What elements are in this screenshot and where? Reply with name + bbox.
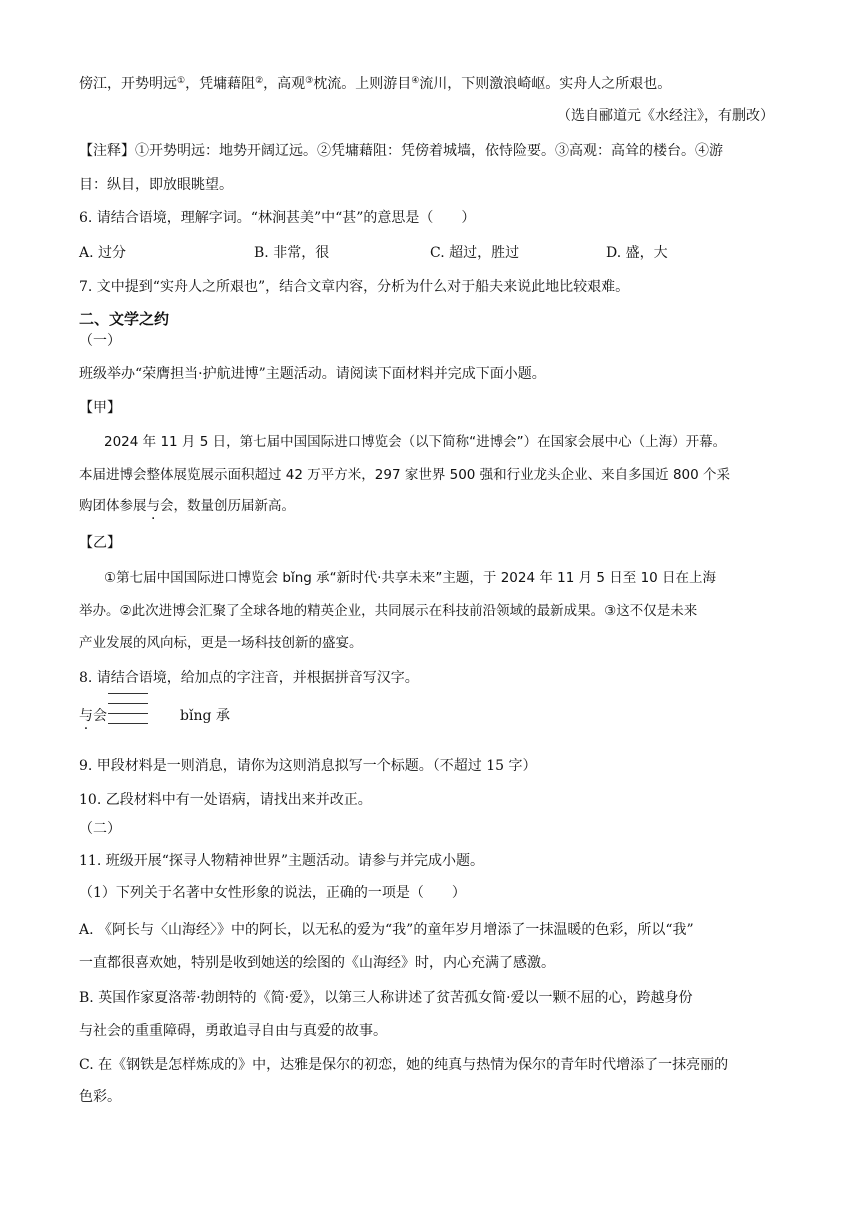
q6-option-a[interactable]: A. 过分 (79, 245, 127, 261)
q8-item-a: 与会 (79, 708, 107, 724)
section-heading: 二、文学之约 (79, 310, 170, 328)
question-11: 11. 班级开展“探寻人物精神世界”主题活动。请参与并完成小题。 (79, 853, 485, 869)
material-yi-line-3: 产业发展的风向标，更是一场科技创新的盛宴。 (79, 635, 363, 651)
part-heading-2: （二） (79, 821, 121, 837)
q6-option-b[interactable]: B. 非常，很 (254, 245, 330, 261)
question-7: 7. 文中提到“实舟人之所艰也”，结合文章内容，分析为什么对于船夫来说此地比较艰难。 (79, 279, 630, 295)
passage-line: 傍江，开势明远①，凭墉藉阻②，高观③枕流。上则游目④流川，下则激浪崎岖。实舟人之所艰也。 (79, 76, 672, 92)
q11-option-c-line-2: 色彩。 (79, 1089, 121, 1105)
source-citation: （选自郦道元《水经注》，有删改） (557, 108, 774, 124)
q6-option-d[interactable]: D. 盛，大 (606, 245, 668, 261)
annotation-line-2: 目：纵目，即放眼眺望。 (79, 177, 233, 193)
part-heading-1: （一） (79, 333, 121, 349)
material-jia-label: 【甲】 (79, 400, 121, 416)
material-jia-line-1: 2024 年 11 月 5 日，第七届中国国际进口博览会（以下简称“进博会”）在国家会展中心（上海）开幕。 (104, 434, 727, 450)
question-9: 9. 甲段材料是一则消息，请你为这则消息拟写一个标题。（不超过 15 字） (79, 758, 537, 774)
material-yi-line-2: 举办。②此次进博会汇聚了全球各地的精英企业，共同展示在科技前沿领域的最新成果。③这不仅是未来 (79, 603, 698, 619)
material-yi-label: 【乙】 (79, 535, 121, 551)
question-11-1: （1）下列关于名著中女性形象的说法，正确的一项是（ ） (79, 885, 466, 901)
material-yi-line-1: ①第七届中国国际进口博览会 bǐng 承“新时代·共享未来”主题，于 2024 年 11 月 5 日至 10 日在上海 (104, 570, 717, 586)
annotation-line-1: 【注释】①开势明远：地势开阔辽远。②凭墉藉阻：凭傍着城墙，依恃险要。③高观：高耸的楼台。④游 (79, 143, 723, 159)
q11-option-a-line-2: 一直都很喜欢她，特别是收到她送的绘图的《山海经》时，内心充满了感激。 (79, 955, 555, 971)
question-8: 8. 请结合语境，给加点的字注音，并根据拼音写汉字。 (79, 670, 419, 686)
q11-option-a-line-1[interactable]: A. 《阿长与〈山海经〉》中的阿长，以无私的爱为“我”的童年岁月增添了一抹温暖的色彩，所以“我” (79, 922, 694, 938)
q6-option-c[interactable]: C. 超过，胜过 (430, 245, 520, 261)
q8-answer-blank[interactable] (108, 693, 148, 733)
q11-option-b-line-2: 与社会的重重障碍，勇敢追寻自由与真爱的故事。 (79, 1023, 387, 1039)
q11-option-c-line-1[interactable]: C. 在《钢铁是怎样炼成的》中，达雅是保尔的初恋，她的纯真与热情为保尔的青年时代增添了一抹亮丽的 (79, 1057, 729, 1073)
question-10: 10. 乙段材料中有一处语病，请找出来并改正。 (79, 792, 372, 808)
question-6: 6. 请结合语境，理解字词。“林涧甚美”中“甚”的意思是（ ） (79, 210, 476, 226)
dotted-char: 与 (146, 498, 160, 514)
material-jia-line-2: 本届进博会整体展览展示面积超过 42 万平方米，297 家世界 500 强和行业龙头企业、来自多国近 800 个采 (79, 467, 731, 483)
activity-intro: 班级举办“荣膺担当·护航进博”主题活动。请阅读下面材料并完成下面小题。 (79, 366, 546, 382)
material-jia-line-3: 购团体参展与会，数量创历届新高。 (79, 498, 295, 514)
q11-option-b-line-1[interactable]: B. 英国作家夏洛蒂·勃朗特的《简·爱》，以第三人称讲述了贫苦孤女简·爱以一颗不屈的心，跨越身份 (79, 990, 693, 1006)
q8-item-b: bǐng 承 (180, 708, 230, 724)
